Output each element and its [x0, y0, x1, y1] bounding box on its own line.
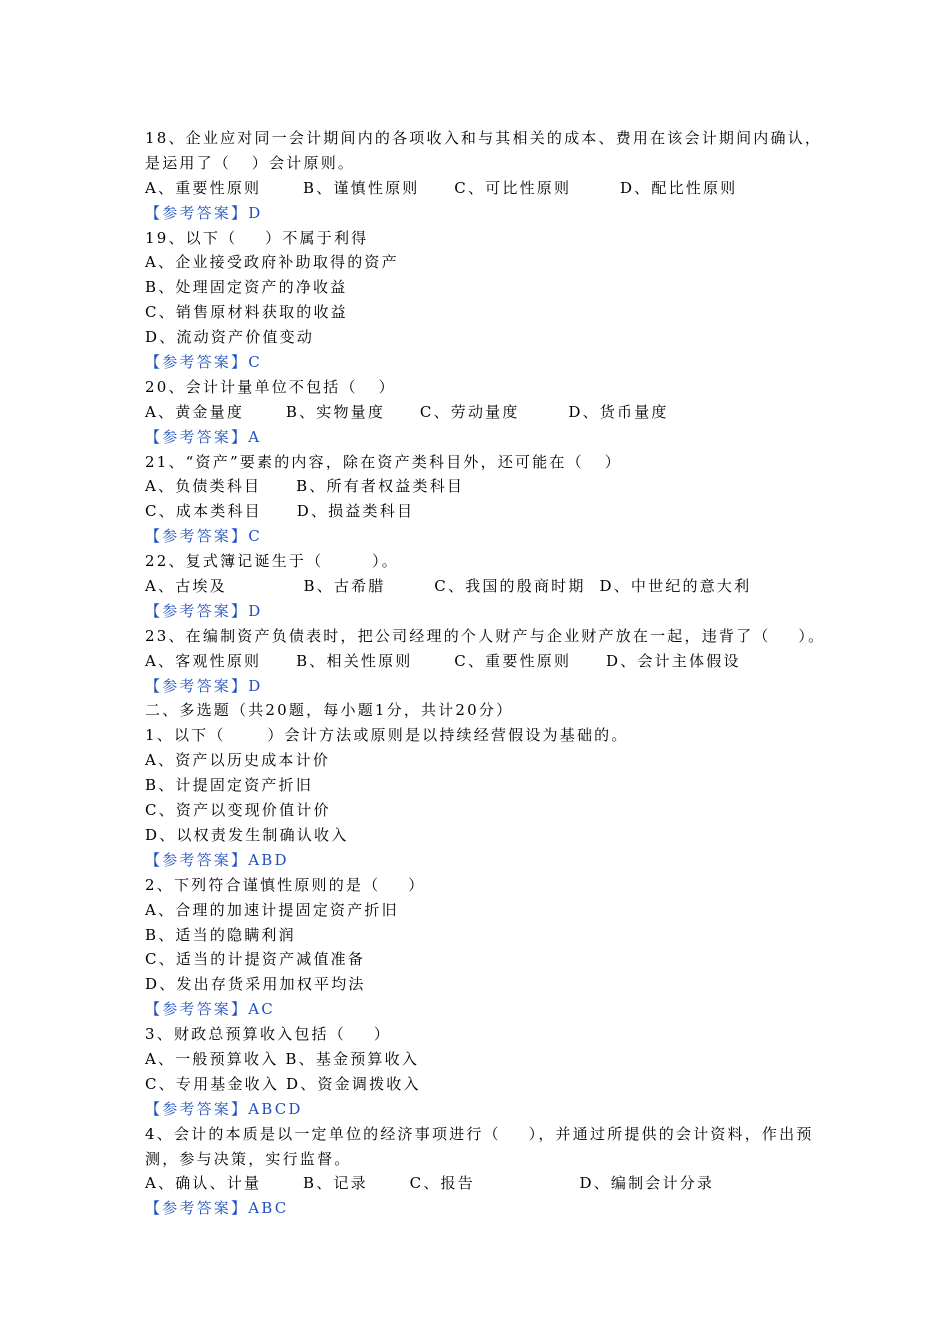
answer-line: 【参考答案】A: [145, 427, 262, 446]
text-line: 21、“资产”要素的内容，除在资产类科目外，还可能在（ ）: [145, 452, 622, 471]
text-line: 22、复式簿记诞生于（ ）。: [145, 552, 399, 571]
answer-line: 【参考答案】C: [145, 353, 262, 372]
text-line: A、黄金量度 B、实物量度 C、劳动量度 D、货币量度: [145, 402, 669, 421]
text-line: 20、会计计量单位不包括（ ）: [145, 377, 396, 396]
text-line: A、企业接受政府补助取得的资产: [145, 253, 399, 272]
answer-line: 【参考答案】C: [145, 527, 262, 546]
text-line: B、处理固定资产的净收益: [145, 278, 348, 297]
answer-line: 【参考答案】D: [145, 676, 263, 695]
answer-line: 【参考答案】ABCD: [145, 1099, 303, 1118]
text-line: 19、以下（ ）不属于利得: [145, 228, 369, 247]
text-line: A、合理的加速计提固定资产折旧: [145, 900, 399, 919]
answer-line: 【参考答案】AC: [145, 1000, 275, 1019]
answer-line: 【参考答案】ABD: [145, 850, 289, 869]
text-line: 18、企业应对同一会计期间内的各项收入和与其相关的成本、费用在该会计期间内确认，: [145, 129, 823, 147]
text-line: C、适当的计提资产减值准备: [145, 950, 366, 969]
text-line: C、销售原材料获取的收益: [145, 303, 348, 322]
text-line: 23、在编制资产负债表时，把公司经理的个人财产与企业财产放在一起，违背了（ ）。: [145, 626, 826, 645]
text-line: A、客观性原则 B、相关性原则 C、重要性原则 D、会计主体假设: [145, 651, 741, 670]
text-line: D、发出存货采用加权平均法: [145, 975, 366, 994]
text-line: A、确认、计量 B、记录 C、报告 D、编制会计分录: [145, 1174, 715, 1193]
text-line: 测，参与决策，实行监督。: [145, 1149, 352, 1168]
text-line: A、负债类科目 B、所有者权益类科目: [145, 477, 465, 496]
text-line: 3、财政总预算收入包括（ ）: [145, 1025, 392, 1044]
answer-line: 【参考答案】ABC: [145, 1199, 289, 1218]
text-line: A、古埃及 B、古希腊 C、我国的殷商时期 D、中世纪的意大利: [145, 577, 752, 596]
document-content: [145, 126, 826, 1221]
text-line: B、适当的隐瞒利润: [145, 925, 296, 944]
text-line: B、计提固定资产折旧: [145, 776, 314, 795]
text-line: 2、下列符合谨慎性原则的是（ ）: [145, 875, 426, 894]
text-line: C、专用基金收入 D、资金调拨收入: [145, 1074, 421, 1093]
text-line: C、资产以变现价值计价: [145, 801, 331, 820]
text-line: A、重要性原则 B、谨慎性原则 C、可比性原则 D、配比性原则: [145, 178, 738, 197]
text-line: 二、多选题（共20题，每小题1分，共计20分）: [145, 701, 514, 720]
text-line: C、成本类科目 D、损益类科目: [145, 502, 415, 521]
text-line: 1、以下（ ）会计方法或原则是以持续经营假设为基础的。: [145, 726, 629, 745]
text-line: D、以权责发生制确认收入: [145, 825, 349, 844]
answer-line: 【参考答案】D: [145, 203, 263, 222]
text-line: 4、会计的本质是以一定单位的经济事项进行（ ），并通过所提供的会计资料，作出预: [145, 1124, 814, 1143]
text-line: A、资产以历史成本计价: [145, 751, 331, 770]
answer-line: 【参考答案】D: [145, 601, 263, 620]
text-line: 是运用了（ ）会计原则。: [145, 153, 356, 172]
text-line: A、一般预算收入 B、基金预算收入: [145, 1049, 420, 1068]
text-line: D、流动资产价值变动: [145, 328, 315, 347]
